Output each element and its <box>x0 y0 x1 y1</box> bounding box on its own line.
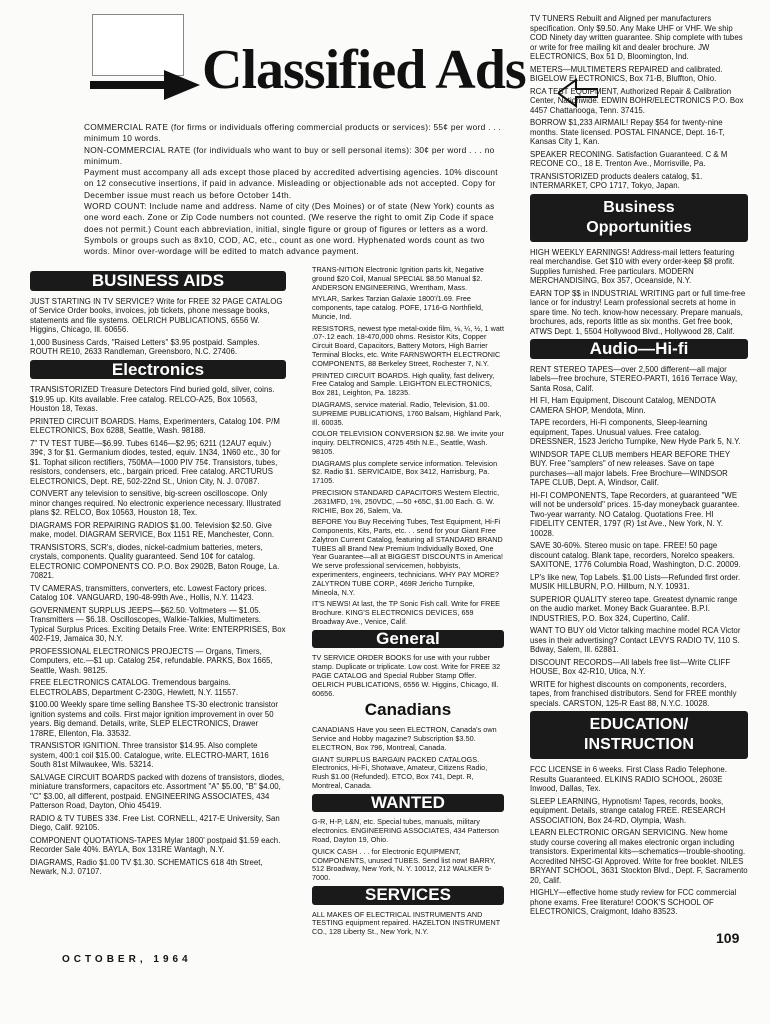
ad-item: 1,000 Business Cards, "Raised Letters" $3.95 postpaid. Samples. ROUTH RE10, 2633 Randleman, Greensboro, N.C. 27406. <box>30 337 260 356</box>
ad-item: TV CAMERAS, transmitters, converters, etc. Lowest Factory prices. Catalog 10¢. VANGUARD, 190-48-99th Ave., Hollis, N.Y. 11423. <box>30 583 267 602</box>
rate-commercial: COMMERCIAL RATE (for firms or individuals offering commercial products or services): 55¢ per word . . . minimum 10 words. <box>84 122 502 144</box>
ad-item: RADIO & TV TUBES 33¢. Free List. CORNELL, 4217-E University, San Diego, Calif. 92105. <box>30 813 280 832</box>
ad-item: PRINTED CIRCUIT BOARDS. High quality, fast delivery, Free Catalog and Sample. LEIGHTON ELECTRONICS, Box 281, Leighton, Pa. 18235. <box>312 370 495 398</box>
heading-line: EDUCATION/ <box>589 716 689 733</box>
section-heading-audio-hifi: Audio—Hi-fi <box>530 339 748 359</box>
ad-item: TRANSISTOR IGNITION. Three transistor $14.95. Also complete system, 400:1 coil $15.00. Catalogue, write. ELECTRO-MART, 1616 South 81st Milwaukee, Wis. 53214. <box>30 741 269 769</box>
ad-item: PRINTED CIRCUIT BOARDS. Hams, Experimenters, Catalog 10¢. P/M ELECTRONICS, Box 6288, Seattle, Wash. 98188. <box>30 416 280 435</box>
ad-item: DISCOUNT RECORDS—All labels free list—Write CLIFF HOUSE, Box 42-R10, Utica, N.Y. <box>530 657 731 676</box>
ad-item: HIGHLY—effective home study review for FCC commercial phone exams. Free literature! COOK'S SCHOOL OF ELECTRONICS, Craigmont, Idaho 83523. <box>530 888 737 916</box>
ad-item: HI FI, Ham Equipment, Discount Catalog, MENDOTA CAMERA SHOP, Mendota, Minn. <box>530 396 716 415</box>
ad-item: SPEAKER RECONING. Satisfaction Guaranteed. C & M RECONE CO., 18 E. Trenton Ave., Morrisville, Pa. <box>530 149 728 168</box>
section-heading-wanted: WANTED <box>312 794 504 813</box>
ad-item: 7" TV TEST TUBE—$6.99. Tubes 6146—$2.95; 6211 (12AU7 equiv.) 39¢, 3 for $1. Germanium diodes, tested, equiv. 1N34, 1N60 etc., 30 for $1. Tophat silicon rectifiers, 750MA—1000 PIV 75¢. Transistors, tubes, resistors, condensers, etc., bargain priced. Free catalog. ARCTURUS ELECTRONICS, Dept. RE, 502-22nd St., Union City, N. J. 07087. <box>30 438 281 486</box>
rate-block <box>84 122 508 258</box>
ad-item: TV TUNERS Rebuilt and Aligned per manufacturers specification. Only $9.50. Any Make UHF or VHF. We ship COD Ninety day written guarantee. Ship complete with tubes or write for free mailing kit and dealer brochure. JW ELECTRONICS, Box 51 D, Bloomington, Ind. <box>530 14 743 61</box>
ad-item: LEARN ELECTRONIC ORGAN SERVICING. New home study course covering all makes electronic organ including transistors. Experimental kits—schematics—trouble-shooting. Accredited NHSC-GI Approved. Write for free booklet. NILES BRYANT SCHOOL, 3631 Stockton Blvd., Dept. F, Sacramento 20, Calif. <box>530 828 748 885</box>
heading-line: INSTRUCTION <box>584 736 694 753</box>
column-3 <box>530 14 748 920</box>
ad-item: TAPE recorders, Hi-Fi components, Sleep-learning equipment, Tapes. Unusual values. Free catalog. DRESSNER, 1523 Jericho Turnpike, New Hyde Park 5, N.Y. <box>530 418 741 446</box>
ad-item: ALL MAKES OF ELECTRICAL INSTRUMENTS AND TESTING equipment repaired. HAZELTON INSTRUMENT CO., 128 Liberty St., New York, N.Y. <box>312 909 501 937</box>
ad-item: WANT TO BUY old Victor talking machine model RCA Victor uses in their advertising? Contact LEVYS RADIO TV, 110 S. Bdway, Salem, Ill. 62881. <box>530 626 741 654</box>
column-1 <box>30 268 286 880</box>
ad-item: IT'S NEWS! At last, the TP Sonic Fish call. Write for FREE Brochure. KING'S ELECTRONICS DEVICES, 659 Broadway Ave., Venice, Calif. <box>312 599 501 626</box>
ad-item: JUST STARTING IN TV SERVICE? Write for FREE 32 PAGE CATALOG of Service Order books, invoices, job tickets, phone message books, statements and file systems. OELRICH PUBLICATIONS, 6556 W. Higgins, Chicago, Ill. 60656. <box>30 296 283 334</box>
ad-item: METERS—MULTIMETERS REPAIRED and calibrated. BIGELOW ELECTRONICS, Box 71-B, Bluffton, Ohio. <box>530 64 723 83</box>
masthead <box>84 14 526 114</box>
ad-item: RESISTORS, newest type metal-oxide film, ⅛, ¼, ½, 1 watt .07-.12 each. 18-470,000 ohms. Resistor Kits, Copper Circuit Board, Capacitors, Battery Motors, High Barrier Terminal Blocks, etc. Write FARNSWORTH ELECTRONIC COMPONENTS, 88 Berkeley Street, Rochester 7, N.Y. <box>312 323 505 368</box>
issue-date: OCTOBER, 1964 <box>62 954 192 965</box>
ad-item: BORROW $1,233 AIRMAIL! Repay $54 for twenty-nine months. State licensed. POSTAL FINANCE, Dept. 16-T, Kansas City 1, Kan. <box>530 118 725 146</box>
ad-item: DIAGRAMS, service material. Radio, Television, $1.00. SUPREME PUBLICATIONS, 1760 Balsam, Highland Park, Ill. 60035. <box>312 399 502 427</box>
ad-item: TRANSISTORIZED Treasure Detectors Find buried gold, silver, coins. $19.95 up. Kits available. Free catalog. RELCO-A25, Box 10563, Houston 18, Texas. <box>30 385 275 413</box>
ad-item: CANADIANS Have you seen ELECTRON, Canada's own Service and Hobby magazine? Subscription $3.50. ELECTRON, Box 796, Montreal, Canada. <box>312 725 497 752</box>
heading-line: Opportunities <box>586 218 692 236</box>
ad-item: $100.00 Weekly spare time selling Banshee TS-30 electronic transistor ignition systems and coils. First major ignition improvement in over 50 years. Big demand. Details, write, SLEP ELECTRONICS, Drawer 178RE, Ellenton, Fla. 33532. <box>30 700 279 738</box>
section-heading-general: General <box>312 630 504 649</box>
section-heading-services: SERVICES <box>312 886 504 905</box>
ad-item: FCC LICENSE in 6 weeks. First Class Radio Telephone. Results Guaranteed. ELKINS RADIO SCHOOL, 2603E Inwood, Dallas, Tex. <box>530 765 728 793</box>
ad-item: GIANT SURPLUS BARGAIN PACKED CATALOGS. Electronics, Hi-Fi, Shotwave, Amateur, Citizens Radio, Rush $1.00 (Refunded). ETCO, Box 741, Dept. R, Montreal, Canada. <box>312 754 488 790</box>
ad-item: G-R, H-P, L&N, etc. Special tubes, manuals, military electronics. ENGINEERING ASSOCIATES, 434 Patterson Road, Dayton 19, Ohio. <box>312 817 499 844</box>
ad-item: TRANS-NITION Electronic Ignition parts kit, Negative ground $20 Coil, Manual SPECIAL $8.50 Manual $2. ANDERSON ENGINEERING, Wrentham, Mass. <box>312 265 484 292</box>
column-2 <box>312 266 504 940</box>
ad-item: EARN TOP $$ in INDUSTRIAL WRITING part or full time-free lance or for industry! Learn professional secrets at home in spare time. No tech. know-how necessary. Prepare manuals, brochures, ads, reports little as six months. Get free book, ATWS Dept. 1, 5504 Hollywood Blvd., Hollywood 28, Calif. <box>530 288 746 336</box>
ad-item: PRECISION STANDARD CAPACITORS Western Electric, .2631MFD, 1%, 250VDC, —50 +65C, $1.00 Each. G. W. RICHIE, Box 26, Salem, Va. <box>312 487 500 515</box>
ad-item: TV SERVICE ORDER BOOKS for use with your rubber stamp. Duplicate or triplicate. Low cost. Write for FREE 32 PAGE CATALOG and Special Rubber Stamp Offer. OELRICH PUBLICATIONS, 6556 W. Higgins, Chicago, Ill. 60656. <box>312 653 501 698</box>
masthead-photo-box <box>92 14 184 76</box>
ad-item: PROFESSIONAL ELECTRONICS PROJECTS — Organs, Timers, Computers, etc.—$1 up. Catalog 25¢, refundable. PARKS, Box 1665, Seattle, Wash. 98125. <box>30 646 273 675</box>
section-heading-canadians: Canadians <box>364 700 452 720</box>
ad-item: CONVERT any television to sensitive, big-screen oscilloscope. Only minor changes required. No electronic experience necessary. Illustrated plans $2. RELCO, Box 10563, Houston 18, Tex. <box>30 489 281 517</box>
ad-item: DIAGRAMS plus complete service information. Television $2. Radio $1. SERVICAIDE, Box 3412, Harrisburg, Pa. 17105. <box>312 458 498 486</box>
section-heading-electronics: Electronics <box>30 360 286 380</box>
ad-item: WRITE for highest discounts on components, recorders, tapes, from franchised distributors. Send for FREE monthly specials. CARSTON, 125-R East 88, N.Y.C. 10028. <box>530 679 737 708</box>
ad-item: TRANSISTORS, SCR's, diodes, nickel-cadmium batteries, meters, crystals, components. Quality guaranteed. Send 10¢ for catalog. ELECTRONIC COMPONENTS CO. P.O. Box 2902B, Baton Rouge, La. 70821. <box>30 542 280 580</box>
ad-item: LP's like new, Top Labels. $1.00 Lists—Refunded first order. MUSIK HILLBURN, P.O. Hillburn, N.Y. 10931. <box>530 572 741 591</box>
ad-item: MYLAR, Sarkes Tarzian Galaxie 1800'/1.69. Free components, tape catalog. POFE, 1716-G Northfield, Muncie, Ind. <box>312 294 484 321</box>
masthead-title: Classified Ads <box>202 39 526 101</box>
ad-item: HIGH WEEKLY EARNINGS! Address-mail letters featuring real merchandise. Get $10 with every order-keep $8 profit. Supplies furnished. Free particulars. MODERN MERCHANDISING, Box 357, Oceanside, N.Y. <box>530 247 735 285</box>
rate-payment: Payment must accompany all ads except those placed by accredited advertising agencies. 10% discount on 12 consecutive insertions, if paid in advance. Misleading or objectionable ads not accepted. Copy for December issue must reach us before October 14th. <box>84 167 498 200</box>
ad-item: RCA TEST EQUIPMENT, Authorized Repair & Calibration Center, Nationwide. EDWIN BOHR/ELECTRONICS P.O. Box 4457 Chattanooga, Tenn. 37415. <box>530 86 744 115</box>
ad-item: DIAGRAMS FOR REPAIRING RADIOS $1.00. Television $2.50. Give make, model. DIAGRAM SERVICE, Box 1151 RE, Manchester, Conn. <box>30 520 275 539</box>
section-heading-business-opportunities <box>530 194 748 242</box>
ad-item: COLOR TELEVISION CONVERSION $2.98. We invite your inquiry. DELTRONICS, 4725 45th N.E., Seattle, Wash. 98105. <box>312 429 504 456</box>
ad-item: COMPONENT QUOTATIONS-TAPES Mylar 1800' postpaid $1.59 each. Recorder Sale 40%. BAYLA, Box 131RE Wantagh, N.Y. <box>30 835 281 854</box>
ad-item: SUPERIOR QUALITY stereo tape. Greatest dynamic range on the audio market. Money Back Guarantee. B.P.I. INDUSTRIES, P.O. Box 324, Cupertino, Calif. <box>530 594 738 623</box>
ad-item: TRANSISTORIZED products dealers catalog, $1. INTERMARKET, CPO 1717, Tokyo, Japan. <box>530 171 703 190</box>
ad-item: SLEEP LEARNING, Hypnotism! Tapes, records, books, equipment. Details, strange catalog FREE. RESEARCH ASSOCIATION, Box 24-RD, Olympia, Wash. <box>530 796 726 825</box>
ad-item: WINDSOR TAPE CLUB members HEAR BEFORE THEY BUY. Free "samplers" of new releases. Save on tape purchases—all major labels. Free Brochure—WINDSOR TAPE CLUB, Dept. A, Windsor, Calif. <box>530 449 730 487</box>
ad-item: HI-FI COMPONENTS, Tape Recorders, at guaranteed "WE will not be undersold" prices. 15-day moneyback guarantee. Two-year warranty. NO Catalog. Quotations Free. HI FIDELITY CENTER, 1797 (R) 1st Ave., New York, N. Y. 10028. <box>530 490 740 538</box>
ad-item: BEFORE You Buy Receiving Tubes, Test Equipment, Hi-Fi Components, Kits, Parts, etc. . . send for your Giant Free Zalytron Current Catalog, featuring all STANDARD BRAND TUBES all Brand New Premium Individually Boxed, One Year Guarantee—all at BIGGEST DISCOUNTS in America! We serve professional servicemen, hobbyists, experimenters, engineers, technicians. WHY PAY MORE? ZALYTRON TUBE CORP., 469R Jericho Turnpike, Mineola, N.Y. <box>312 517 504 597</box>
rate-noncommercial: NON-COMMERCIAL RATE (for individuals who want to buy or sell personal items): 30¢ per word . . . no minimum. <box>84 144 495 166</box>
ad-item: SALVAGE CIRCUIT BOARDS packed with dozens of transistors, diodes, miniature transformers, capacitors etc. Assortment "A" $5.00, "B" $4.00, "C" $3.00, all different, postpaid. ENGINEERING ASSOCIATES, 434 Patterson Road, Dayton, Ohio 45419. <box>30 772 285 810</box>
ad-item: RENT STEREO TAPES—over 2,500 different—all major labels—free brochure, STEREO-PARTI, 1616 Terrace Way, Santa Rosa, Calif. <box>530 364 738 393</box>
ad-item: FREE ELECTRONICS CATALOG. Tremendous bargains. ELECTROLABS, Department C-230G, Hewlett, N.Y. 11557. <box>30 678 239 697</box>
ad-item: GOVERNMENT SURPLUS JEEPS—$62.50. Voltmeters — $1.05. Transmitters — $6.18. Oscilloscopes, Walkie-Talkies, Multimeters. Typical Surplus Prices. Exciting Details Free. Write: ENTERPRISES, Box 402-F19, Jamaica 30, N.Y. <box>30 605 286 643</box>
ad-item: QUICK CASH . . . for Electronic EQUIPMENT, COMPONENTS, unused TUBES. Send list now! BARRY, 512 Broadway, New York, N. Y. 10012, 212 WALKER 5-7000. <box>312 846 496 883</box>
ad-item: SAVE 30-60%. Stereo music on tape. FREE! 50 page discount catalog. Blank tape, recorders, Norelco speakers. SAXITONE, 1776 Columbia Road, Washington, D.C. 20009. <box>530 541 741 569</box>
ad-item: DIAGRAMS, Radio $1.00 TV $1.30. SCHEMATICS 618 4th Street, Newark, N.J. 07107. <box>30 857 263 876</box>
page-number: 109 <box>716 930 740 946</box>
section-heading-education <box>530 711 748 759</box>
arrow-right-icon <box>90 68 200 102</box>
rate-word-count: WORD COUNT: Include name and address. Name of city (Des Moines) or of state (New York) counts as one word each. Zone or Zip Code numbers not counted. (We reserve the right to omit Zip Code if space does not permit.) Count each abbreviation, initial, single figure or group of figures or letters as a word. Symbols or groups such as 8x10, COD, AC, etc., count as one word. Hyphenated words count as two words. Minor over-wordage will be edited to match advance payment. <box>84 201 495 257</box>
heading-line: Business <box>603 198 675 216</box>
section-heading-business-aids: BUSINESS AIDS <box>30 271 286 291</box>
